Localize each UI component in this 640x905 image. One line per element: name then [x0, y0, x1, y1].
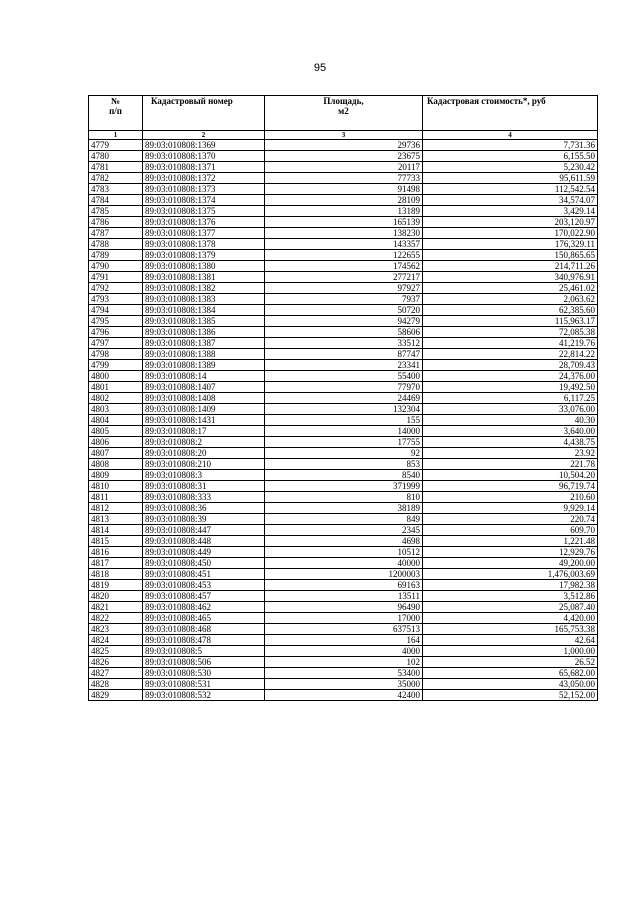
cadastral-number-cell: 89:03:010808:31	[143, 481, 265, 492]
table-row	[89, 217, 598, 228]
area-cell: 132304	[265, 404, 423, 415]
area-cell: 42400	[265, 690, 423, 701]
area-cell: 23675	[265, 151, 423, 162]
cadastral-value-cell: 24,376.00	[423, 371, 598, 382]
cadastral-value-cell: 41,219.76	[423, 338, 598, 349]
area-cell: 55400	[265, 371, 423, 382]
cadastral-number-cell: 89:03:010808:1374	[143, 195, 265, 206]
table-row	[89, 481, 598, 492]
row-number-cell: 4782	[89, 173, 143, 184]
area-cell: 77733	[265, 173, 423, 184]
table-row	[89, 261, 598, 272]
cadastral-value-cell: 1,221.48	[423, 536, 598, 547]
cadastral-number-cell: 89:03:010808:3	[143, 470, 265, 481]
row-number-cell: 4802	[89, 393, 143, 404]
cadastral-number-cell: 89:03:010808:1382	[143, 283, 265, 294]
row-number-cell: 4796	[89, 327, 143, 338]
cadastral-number-cell: 89:03:010808:1379	[143, 250, 265, 261]
cadastral-value-cell: 150,865.65	[423, 250, 598, 261]
cadastral-value-cell: 6,117.25	[423, 393, 598, 404]
area-cell: 164	[265, 635, 423, 646]
row-number-cell: 4792	[89, 283, 143, 294]
cadastral-number-cell: 89:03:010808:1387	[143, 338, 265, 349]
cadastral-value-cell: 23.92	[423, 448, 598, 459]
area-cell: 33512	[265, 338, 423, 349]
cadastral-value-cell: 176,329.11	[423, 239, 598, 250]
area-cell: 77970	[265, 382, 423, 393]
area-cell: 35000	[265, 679, 423, 690]
cadastral-number-cell: 89:03:010808:1386	[143, 327, 265, 338]
table-row	[89, 250, 598, 261]
cadastral-value-cell: 4,438.75	[423, 437, 598, 448]
area-cell: 23341	[265, 360, 423, 371]
table-row	[89, 591, 598, 602]
cadastral-value-cell: 95,611.59	[423, 173, 598, 184]
cadastral-value-cell: 221.78	[423, 459, 598, 470]
area-cell: 637513	[265, 624, 423, 635]
table-row	[89, 283, 598, 294]
header-row-number-abbr: п/п	[109, 106, 122, 116]
area-cell: 97927	[265, 283, 423, 294]
cadastral-value-cell: 5,230.42	[423, 162, 598, 173]
area-cell: 2345	[265, 525, 423, 536]
cadastral-number-cell: 89:03:010808:1375	[143, 206, 265, 217]
cadastral-number-cell: 89:03:010808:14	[143, 371, 265, 382]
row-number-cell: 4784	[89, 195, 143, 206]
row-number-cell: 4810	[89, 481, 143, 492]
cadastral-number-cell: 89:03:010808:531	[143, 679, 265, 690]
table-row	[89, 624, 598, 635]
row-number-cell: 4790	[89, 261, 143, 272]
column-number-row	[89, 131, 598, 140]
row-number-cell: 4800	[89, 371, 143, 382]
cadastral-value-cell: 1,000.00	[423, 646, 598, 657]
cadastral-number-cell: 89:03:010808:447	[143, 525, 265, 536]
table-row	[89, 690, 598, 701]
cadastral-number-cell: 89:03:010808:462	[143, 602, 265, 613]
cadastral-value-cell: 25,461.02	[423, 283, 598, 294]
cadastral-number-cell: 89:03:010808:453	[143, 580, 265, 591]
table-row	[89, 492, 598, 503]
table-row	[89, 558, 598, 569]
cadastral-value-cell: 72,085.38	[423, 327, 598, 338]
cadastral-value-cell: 6,155.50	[423, 151, 598, 162]
cadastral-value-cell: 214,711.26	[423, 261, 598, 272]
area-cell: 17755	[265, 437, 423, 448]
table-row	[89, 338, 598, 349]
table-row	[89, 679, 598, 690]
cadastral-value-cell: 3,512.86	[423, 591, 598, 602]
table-row	[89, 437, 598, 448]
cadastral-value-cell: 112,542.54	[423, 184, 598, 195]
area-cell: 94279	[265, 316, 423, 327]
row-number-cell: 4812	[89, 503, 143, 514]
cadastral-value-cell: 9,929.14	[423, 503, 598, 514]
cadastral-number-cell: 89:03:010808:1372	[143, 173, 265, 184]
header-area-label: Площадь,	[323, 96, 364, 106]
cadastral-value-cell: 1,476,003.69	[423, 569, 598, 580]
area-cell: 58606	[265, 327, 423, 338]
table-row	[89, 294, 598, 305]
column-number: 1	[89, 131, 143, 140]
cadastral-number-cell: 89:03:010808:1431	[143, 415, 265, 426]
cadastral-value-cell: 3,640.00	[423, 426, 598, 437]
area-cell: 29736	[265, 140, 423, 151]
table-row	[89, 316, 598, 327]
area-cell: 13511	[265, 591, 423, 602]
table-row	[89, 470, 598, 481]
row-number-cell: 4811	[89, 492, 143, 503]
cadastral-number-cell: 89:03:010808:20	[143, 448, 265, 459]
row-number-cell: 4814	[89, 525, 143, 536]
cadastral-value-cell: 3,429.14	[423, 206, 598, 217]
row-number-cell: 4808	[89, 459, 143, 470]
table-row	[89, 239, 598, 250]
header-area	[265, 96, 423, 131]
cadastral-number-cell: 89:03:010808:1409	[143, 404, 265, 415]
cadastral-number-cell: 89:03:010808:36	[143, 503, 265, 514]
cadastral-number-cell: 89:03:010808:478	[143, 635, 265, 646]
table-row	[89, 151, 598, 162]
cadastral-number-cell: 89:03:010808:1381	[143, 272, 265, 283]
cadastral-value-cell: 10,504.20	[423, 470, 598, 481]
area-cell: 69163	[265, 580, 423, 591]
cadastral-value-cell: 49,200.00	[423, 558, 598, 569]
cadastral-value-cell: 7,731.36	[423, 140, 598, 151]
cadastral-value-cell: 609.70	[423, 525, 598, 536]
area-cell: 4000	[265, 646, 423, 657]
table-row	[89, 525, 598, 536]
area-cell: 102	[265, 657, 423, 668]
table-row	[89, 657, 598, 668]
area-cell: 4698	[265, 536, 423, 547]
cadastral-number-cell: 89:03:010808:465	[143, 613, 265, 624]
row-number-cell: 4804	[89, 415, 143, 426]
cadastral-value-cell: 65,682.00	[423, 668, 598, 679]
cadastral-number-cell: 89:03:010808:450	[143, 558, 265, 569]
area-cell: 14000	[265, 426, 423, 437]
table-row	[89, 569, 598, 580]
cadastral-value-cell: 28,709.43	[423, 360, 598, 371]
area-cell: 20117	[265, 162, 423, 173]
row-number-cell: 4828	[89, 679, 143, 690]
cadastral-value-cell: 62,385.60	[423, 305, 598, 316]
cadastral-number-cell: 89:03:010808:1370	[143, 151, 265, 162]
column-number: 4	[423, 131, 598, 140]
area-cell: 1200003	[265, 569, 423, 580]
row-number-cell: 4785	[89, 206, 143, 217]
cadastral-number-cell: 89:03:010808:532	[143, 690, 265, 701]
row-number-cell: 4799	[89, 360, 143, 371]
table-row	[89, 140, 598, 151]
cadastral-value-cell: 210.60	[423, 492, 598, 503]
table-header-row	[89, 96, 598, 131]
cadastral-number-cell: 89:03:010808:1388	[143, 349, 265, 360]
table-row	[89, 547, 598, 558]
cadastral-number-cell: 89:03:010808:1389	[143, 360, 265, 371]
row-number-cell: 4807	[89, 448, 143, 459]
area-cell: 40000	[265, 558, 423, 569]
cadastral-number-cell: 89:03:010808:1369	[143, 140, 265, 151]
cadastral-number-cell: 89:03:010808:2	[143, 437, 265, 448]
area-cell: 155	[265, 415, 423, 426]
area-cell: 38189	[265, 503, 423, 514]
table-row	[89, 613, 598, 624]
header-cadastral-number: Кадастровый номер	[143, 96, 265, 131]
cadastral-number-cell: 89:03:010808:457	[143, 591, 265, 602]
header-row-number	[89, 96, 143, 131]
row-number-cell: 4819	[89, 580, 143, 591]
cadastral-number-cell: 89:03:010808:1407	[143, 382, 265, 393]
cadastral-value-cell: 52,152.00	[423, 690, 598, 701]
area-cell: 17000	[265, 613, 423, 624]
table-row	[89, 272, 598, 283]
cadastral-number-cell: 89:03:010808:1377	[143, 228, 265, 239]
header-row-number-symbol: №	[110, 96, 121, 106]
area-cell: 10512	[265, 547, 423, 558]
cadastral-value-cell: 115,963.17	[423, 316, 598, 327]
area-cell: 24469	[265, 393, 423, 404]
row-number-cell: 4827	[89, 668, 143, 679]
page-number: 95	[313, 62, 327, 74]
cadastral-value-cell: 2,063.62	[423, 294, 598, 305]
table-row	[89, 360, 598, 371]
table-row	[89, 415, 598, 426]
column-number: 3	[265, 131, 423, 140]
cadastral-value-cell: 12,929.76	[423, 547, 598, 558]
row-number-cell: 4829	[89, 690, 143, 701]
table-row	[89, 503, 598, 514]
cadastral-number-cell: 89:03:010808:451	[143, 569, 265, 580]
table-row	[89, 382, 598, 393]
row-number-cell: 4803	[89, 404, 143, 415]
cadastral-number-cell: 89:03:010808:530	[143, 668, 265, 679]
cadastral-number-cell: 89:03:010808:468	[143, 624, 265, 635]
table-row	[89, 580, 598, 591]
table-row	[89, 393, 598, 404]
cadastral-value-cell: 34,574.07	[423, 195, 598, 206]
table-row	[89, 668, 598, 679]
row-number-cell: 4801	[89, 382, 143, 393]
cadastral-number-cell: 89:03:010808:1385	[143, 316, 265, 327]
table-row	[89, 426, 598, 437]
cadastral-number-cell: 89:03:010808:1373	[143, 184, 265, 195]
area-cell: 8540	[265, 470, 423, 481]
row-number-cell: 4805	[89, 426, 143, 437]
table-row	[89, 635, 598, 646]
header-cadastral-value: Кадастровая стоимость*, руб	[423, 96, 598, 131]
cadastral-number-cell: 89:03:010808:39	[143, 514, 265, 525]
table-row	[89, 327, 598, 338]
area-cell: 28109	[265, 195, 423, 206]
row-number-cell: 4780	[89, 151, 143, 162]
area-cell: 53400	[265, 668, 423, 679]
cadastral-value-cell: 33,076.00	[423, 404, 598, 415]
row-number-cell: 4809	[89, 470, 143, 481]
cadastral-number-cell: 89:03:010808:448	[143, 536, 265, 547]
cadastral-number-cell: 89:03:010808:333	[143, 492, 265, 503]
row-number-cell: 4788	[89, 239, 143, 250]
cadastral-number-cell: 89:03:010808:1408	[143, 393, 265, 404]
cadastral-number-cell: 89:03:010808:1376	[143, 217, 265, 228]
row-number-cell: 4820	[89, 591, 143, 602]
table-row	[89, 448, 598, 459]
row-number-cell: 4791	[89, 272, 143, 283]
table-row	[89, 646, 598, 657]
table-row	[89, 228, 598, 239]
cadastral-value-cell: 203,120.97	[423, 217, 598, 228]
row-number-cell: 4815	[89, 536, 143, 547]
row-number-cell: 4816	[89, 547, 143, 558]
cadastral-value-cell: 25,087.40	[423, 602, 598, 613]
area-cell: 174562	[265, 261, 423, 272]
table-row	[89, 514, 598, 525]
cadastral-number-cell: 89:03:010808:1384	[143, 305, 265, 316]
cadastral-value-cell: 4,420.00	[423, 613, 598, 624]
area-cell: 96490	[265, 602, 423, 613]
table-row	[89, 349, 598, 360]
row-number-cell: 4823	[89, 624, 143, 635]
cadastral-number-cell: 89:03:010808:506	[143, 657, 265, 668]
area-cell: 849	[265, 514, 423, 525]
cadastral-value-cell: 17,982.38	[423, 580, 598, 591]
row-number-cell: 4781	[89, 162, 143, 173]
table-row	[89, 404, 598, 415]
cadastral-table	[88, 95, 598, 701]
row-number-cell: 4798	[89, 349, 143, 360]
cadastral-number-cell: 89:03:010808:5	[143, 646, 265, 657]
row-number-cell: 4793	[89, 294, 143, 305]
table-row	[89, 173, 598, 184]
row-number-cell: 4795	[89, 316, 143, 327]
table-row	[89, 206, 598, 217]
row-number-cell: 4817	[89, 558, 143, 569]
area-cell: 91498	[265, 184, 423, 195]
cadastral-value-cell: 42.64	[423, 635, 598, 646]
area-cell: 50720	[265, 305, 423, 316]
table-row	[89, 459, 598, 470]
area-cell: 810	[265, 492, 423, 503]
cadastral-value-cell: 165,753.38	[423, 624, 598, 635]
area-cell: 143357	[265, 239, 423, 250]
cadastral-number-cell: 89:03:010808:1371	[143, 162, 265, 173]
cadastral-value-cell: 96,719.74	[423, 481, 598, 492]
area-cell: 92	[265, 448, 423, 459]
column-number: 2	[143, 131, 265, 140]
table-row	[89, 305, 598, 316]
cadastral-number-cell: 89:03:010808:1383	[143, 294, 265, 305]
table-row	[89, 371, 598, 382]
cadastral-value-cell: 43,050.00	[423, 679, 598, 690]
area-cell: 13189	[265, 206, 423, 217]
row-number-cell: 4813	[89, 514, 143, 525]
cadastral-number-cell: 89:03:010808:17	[143, 426, 265, 437]
cadastral-value-cell: 170,022.90	[423, 228, 598, 239]
row-number-cell: 4797	[89, 338, 143, 349]
area-cell: 87747	[265, 349, 423, 360]
area-cell: 122655	[265, 250, 423, 261]
cadastral-value-cell: 340,976.91	[423, 272, 598, 283]
cadastral-number-cell: 89:03:010808:1380	[143, 261, 265, 272]
row-number-cell: 4825	[89, 646, 143, 657]
cadastral-number-cell: 89:03:010808:1378	[143, 239, 265, 250]
row-number-cell: 4822	[89, 613, 143, 624]
cadastral-number-cell: 89:03:010808:449	[143, 547, 265, 558]
area-cell: 277217	[265, 272, 423, 283]
row-number-cell: 4826	[89, 657, 143, 668]
table-row	[89, 195, 598, 206]
area-cell: 7937	[265, 294, 423, 305]
cadastral-value-cell: 220.74	[423, 514, 598, 525]
cadastral-number-cell: 89:03:010808:210	[143, 459, 265, 470]
cadastral-value-cell: 19,492.50	[423, 382, 598, 393]
cadastral-value-cell: 26.52	[423, 657, 598, 668]
cadastral-value-cell: 22,814.22	[423, 349, 598, 360]
area-cell: 165139	[265, 217, 423, 228]
table-row	[89, 162, 598, 173]
table-row	[89, 184, 598, 195]
row-number-cell: 4783	[89, 184, 143, 195]
row-number-cell: 4779	[89, 140, 143, 151]
table-body	[89, 140, 598, 701]
area-cell: 371999	[265, 481, 423, 492]
cadastral-value-cell: 40.30	[423, 415, 598, 426]
table-row	[89, 602, 598, 613]
row-number-cell: 4794	[89, 305, 143, 316]
row-number-cell: 4821	[89, 602, 143, 613]
header-area-unit: м2	[338, 106, 349, 116]
row-number-cell: 4824	[89, 635, 143, 646]
row-number-cell: 4787	[89, 228, 143, 239]
row-number-cell: 4818	[89, 569, 143, 580]
area-cell: 138230	[265, 228, 423, 239]
row-number-cell: 4789	[89, 250, 143, 261]
row-number-cell: 4786	[89, 217, 143, 228]
row-number-cell: 4806	[89, 437, 143, 448]
table-row	[89, 536, 598, 547]
area-cell: 853	[265, 459, 423, 470]
